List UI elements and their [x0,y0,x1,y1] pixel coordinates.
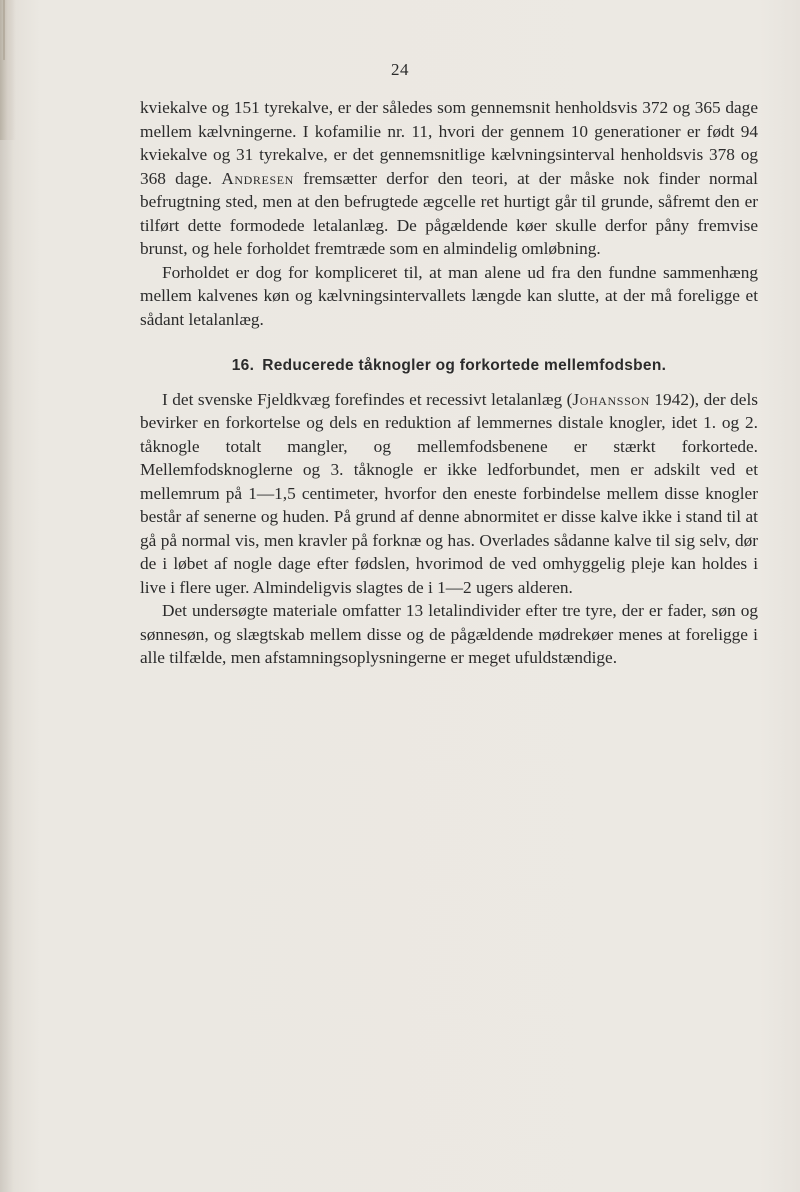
author-name-andresen: Andresen [221,168,294,188]
paragraph-1 [140,96,758,261]
body-text [140,96,758,670]
paragraph-3-text-a: I det svenske Fjeldkvæg forefindes et recessivt letalanlæg ( [162,389,573,409]
paragraph-2: Forholdet er dog for kompliceret til, at man alene ud fra den fundne sammenhæng mellem kalvenes køn og kælvningsintervallets længde kan slutte, at der må foreligge et sådant letalanlæg. [140,262,758,329]
section-title: Reducerede tåknogler og forkortede mellemfodsben. [262,357,667,374]
paragraph-4: Det undersøgte materiale omfatter 13 letalindivider efter tre tyre, der er fader, søn og sønnesøn, og slægtskab mellem disse og de pågældende mødrekøer menes at foreligge i alle tilfælde, men afstamningsoplysningerne er meget ufuldstændige. [140,601,758,667]
paragraph-1-text-a: kviekalve og 151 tyrekalve, er der således som gennemsnit henholdsvis 372 og 365 dage mellem kælvningerne. I kofamilie nr. 11, hvori der gennem 10 generationer er født 94 kviekalve og 31 tyrekalve, er det gennemsnitlige kælvningsinterval henholdsvis 378 og 368 dage. [140,98,758,188]
paragraph-3-text-b: 1942), der dels bevirker en forkortelse og dels en reduktion af lemmernes distale knogler, idet 1. og 2. tåknogle totalt mangler, og mellemfodsbenene er stærkt forkortede. Mellemfodsknoglerne og 3. tåknogle er ikke ledforbundet, men er adskilt ved et mellemrum på 1—1,5 centimeter, hvorfor den eneste forbindelse mellem disse knogler består af senerne og huden. På grund af denne abnormitet er disse kalve ikke i stand til at gå på normal vis, men kravler på forknæ og has. Overlades sådanne kalve til sig selv, dør de i løbet af nogle dage efter fødslen, hvorimod de ved omhyggelig pleje kan holdes i live i flere uger. Almindeligvis slagtes de i 1—2 ugers alderen. [140,389,758,597]
author-name-johansson: Johansson [572,389,650,409]
section-heading [140,354,758,378]
paragraph-1-text-b: fremsætter derfor den teori, at der måske nok finder normal befrugtning sted, men at den befrugtede ægcelle ret hurtigt går til grunde, såfremt den er tilført dette formodede letalanlæg. De pågældende køer skulle derfor påny fremvise brunst, og hele forholdet fremtræde som en almindelig omløbning. [140,168,758,258]
page-number: 24 [391,60,409,79]
binding-shadow [3,0,5,60]
paragraph-3 [140,388,758,600]
section-number: 16. [231,357,255,374]
